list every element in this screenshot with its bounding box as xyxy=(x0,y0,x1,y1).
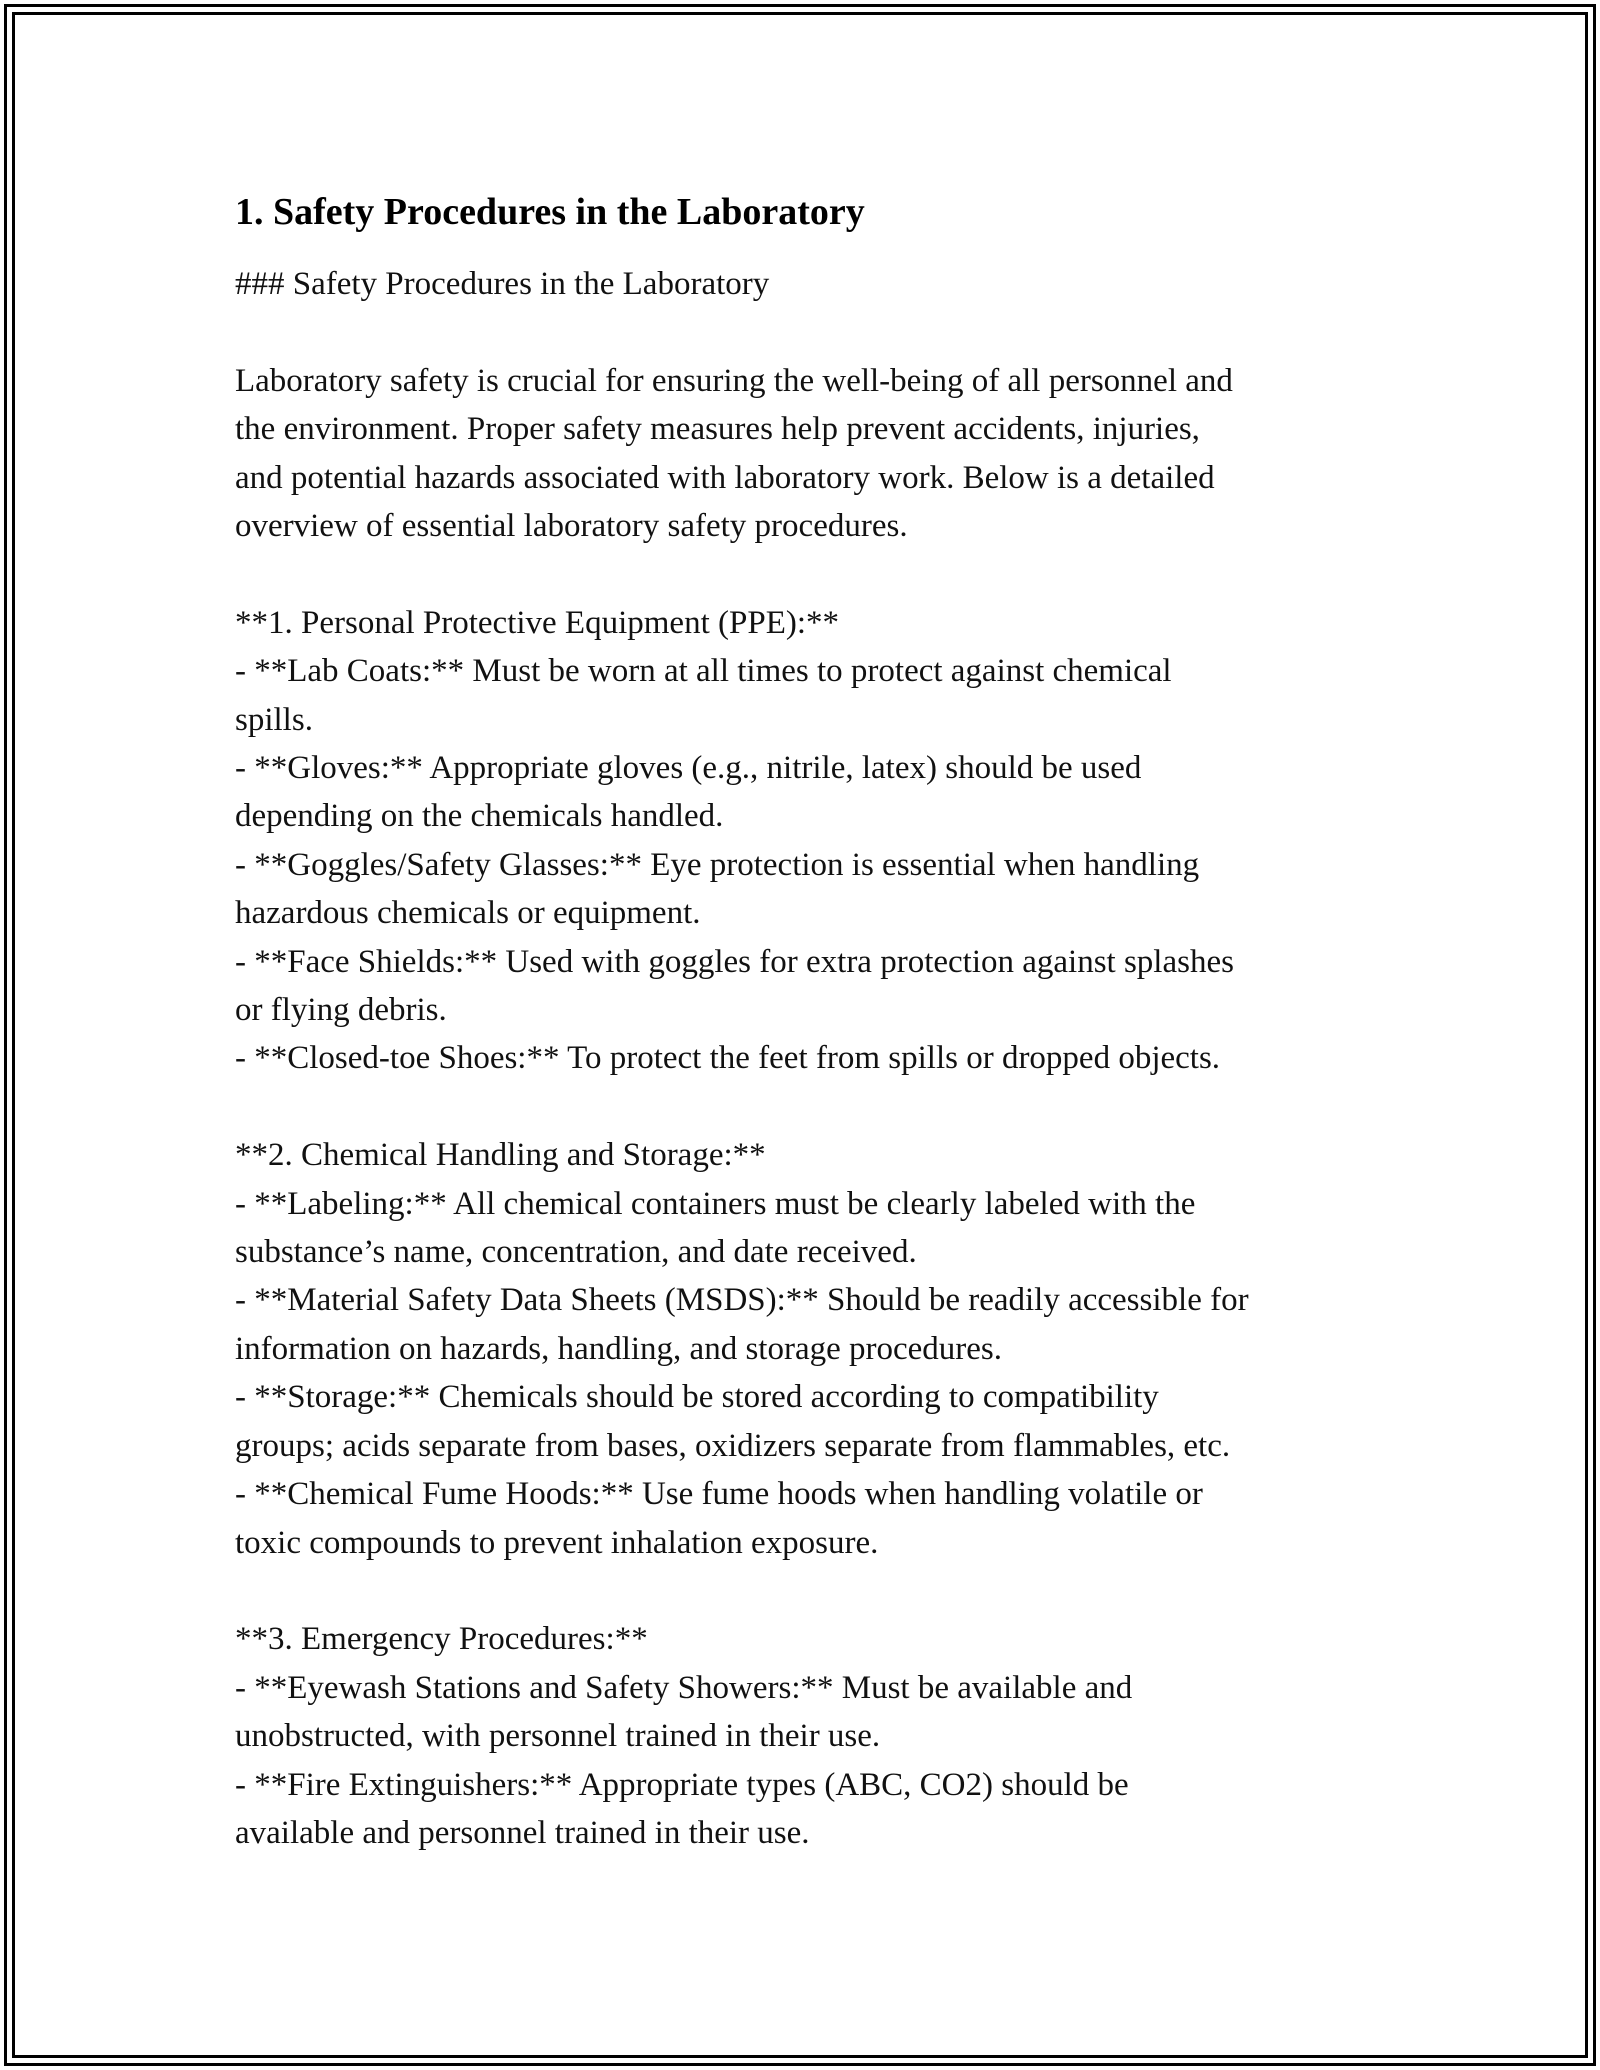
text-line: - **Face Shields:** Used with goggles for extra protection against splashes xyxy=(235,943,1234,980)
text-line: - **Storage:** Chemicals should be stored according to compatibility xyxy=(235,1379,1159,1416)
text-line: information on hazards, handling, and storage procedures. xyxy=(235,1330,1003,1367)
blank-line xyxy=(235,308,1375,356)
text-line: available and personnel trained in their use. xyxy=(235,1814,810,1851)
text-line: - **Labeling:** All chemical containers must be clearly labeled with the xyxy=(235,1185,1196,1222)
text-line: - **Material Safety Data Sheets (MSDS):** Should be readily accessible for xyxy=(235,1282,1249,1319)
blank-line xyxy=(235,550,1375,598)
text-line: **1. Personal Protective Equipment (PPE):** xyxy=(235,604,840,641)
text-line: - **Closed-toe Shoes:** To protect the feet from spills or dropped objects. xyxy=(235,1040,1221,1077)
text-line: spills. xyxy=(235,701,313,738)
text-line: **3. Emergency Procedures:** xyxy=(235,1621,648,1658)
text-line: the environment. Proper safety measures help prevent accidents, injuries, xyxy=(235,411,1200,448)
text-line: - **Eyewash Stations and Safety Showers:** Must be available and xyxy=(235,1669,1133,1706)
text-line: - **Fire Extinguishers:** Appropriate types (ABC, CO2) should be xyxy=(235,1766,1129,1803)
text-line: ### Safety Procedures in the Laboratory xyxy=(235,266,770,302)
text-line: hazardous chemicals or equipment. xyxy=(235,895,701,932)
text-line: depending on the chemicals handled. xyxy=(235,798,724,835)
document-body xyxy=(235,186,1375,1857)
blank-line xyxy=(235,1083,1375,1131)
text-line: or flying debris. xyxy=(235,992,447,1029)
text-line: **2. Chemical Handling and Storage:** xyxy=(235,1137,766,1174)
text-line: substance’s name, concentration, and date received. xyxy=(235,1234,917,1271)
text-line: overview of essential laboratory safety procedures. xyxy=(235,508,908,545)
document-title: 1. Safety Procedures in the Laboratory xyxy=(235,191,865,233)
text-line: and potential hazards associated with laboratory work. Below is a detailed xyxy=(235,459,1215,496)
blank-line xyxy=(235,1567,1375,1615)
text-line: - **Chemical Fume Hoods:** Use fume hoods when handling volatile or xyxy=(235,1476,1203,1513)
document-text xyxy=(235,260,1375,1857)
text-line: - **Gloves:** Appropriate gloves (e.g., nitrile, latex) should be used xyxy=(235,750,1142,787)
text-line: toxic compounds to prevent inhalation exposure. xyxy=(235,1524,879,1561)
text-line: - **Goggles/Safety Glasses:** Eye protection is essential when handling xyxy=(235,846,1200,883)
text-line: groups; acids separate from bases, oxidizers separate from flammables, etc. xyxy=(235,1427,1231,1464)
text-line: - **Lab Coats:** Must be worn at all times to protect against chemical xyxy=(235,653,1172,690)
text-line: unobstructed, with personnel trained in their use. xyxy=(235,1718,881,1755)
text-line: Laboratory safety is crucial for ensuring the well-being of all personnel and xyxy=(235,362,1233,399)
